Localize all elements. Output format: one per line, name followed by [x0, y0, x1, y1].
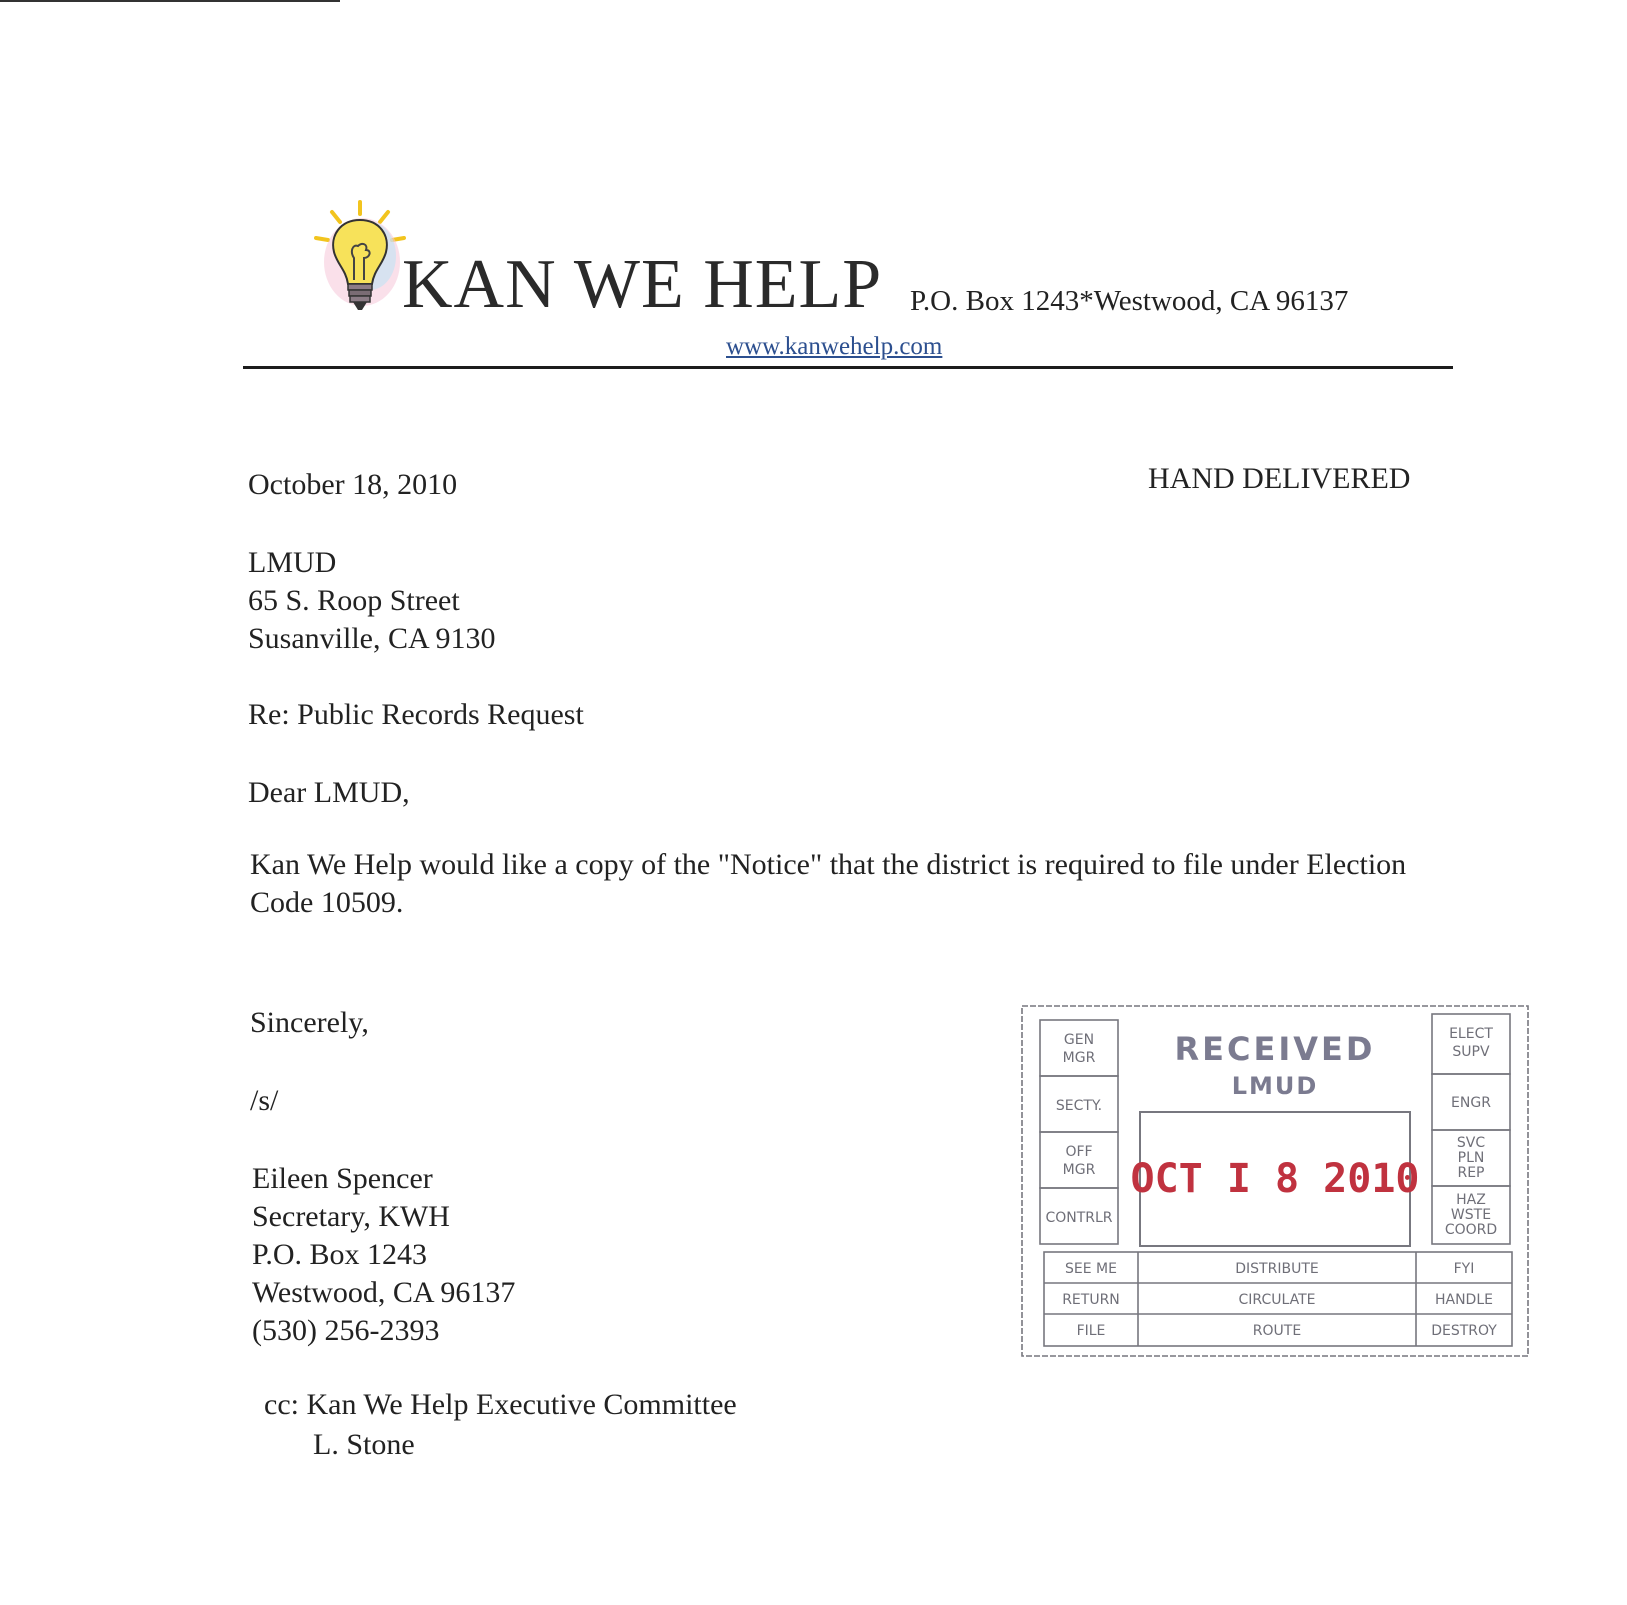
received-stamp [1020, 1002, 1532, 1362]
stamp-date: OCT I 8 2010 [1130, 1156, 1420, 1202]
stamp-org: LMUD [1231, 1072, 1319, 1100]
sender-line: (530) 256-2393 [252, 1314, 440, 1347]
stamp-label: WSTE [1450, 1207, 1492, 1223]
stamp-label: FILE [1076, 1323, 1106, 1339]
closing: Sincerely, [250, 1006, 369, 1039]
stamp-label: ENGR [1451, 1095, 1491, 1111]
salutation: Dear LMUD, [248, 776, 410, 809]
stamp-label: HANDLE [1434, 1292, 1494, 1308]
sender-line: Westwood, CA 96137 [252, 1276, 516, 1309]
letterhead-address: P.O. Box 1243*Westwood, CA 96137 [910, 285, 1349, 317]
recipient-line: Susanville, CA 9130 [248, 622, 496, 655]
stamp-label: DISTRIBUTE [1235, 1261, 1319, 1277]
stamp-label: COORD [1444, 1222, 1498, 1238]
letter-date: October 18, 2010 [248, 468, 458, 501]
stamp-label: ELECT [1449, 1026, 1493, 1042]
stamp-label: PLN [1457, 1150, 1485, 1166]
stamp-label: FYI [1453, 1261, 1475, 1277]
stamp-label: SUPV [1452, 1044, 1490, 1060]
stamp-label: REP [1457, 1165, 1485, 1181]
sender-line: Secretary, KWH [252, 1200, 450, 1233]
stamp-label: SEE ME [1065, 1261, 1117, 1277]
stamp-label: CIRCULATE [1238, 1292, 1316, 1308]
scan-edge [0, 0, 340, 2]
recipient-line: 65 S. Roop Street [248, 584, 460, 617]
stamp-label: DESTROY [1431, 1323, 1497, 1339]
organization-name: KAN WE HELP [402, 246, 883, 323]
sender-block [252, 1160, 515, 1350]
lightbulb-icon [312, 200, 408, 318]
stamp-label: SVC [1456, 1135, 1486, 1151]
subject-line: Re: Public Records Request [248, 698, 584, 731]
stamp-received-title: RECEIVED [1174, 1030, 1376, 1068]
stamp-label: OFF [1065, 1144, 1093, 1160]
website-link[interactable]: www.kanwehelp.com [726, 333, 943, 360]
stamp-label: HAZ [1456, 1192, 1486, 1208]
cc-line: cc: Kan We Help Executive Committee [264, 1388, 737, 1421]
header-rule [243, 366, 1453, 369]
recipient-line: LMUD [248, 546, 337, 579]
stamp-label: RETURN [1062, 1292, 1120, 1308]
stamp-label: CONTRLR [1045, 1210, 1113, 1226]
cc-extra: L. Stone [313, 1428, 415, 1461]
sender-line: P.O. Box 1243 [252, 1238, 428, 1271]
stamp-label: MGR [1062, 1162, 1096, 1178]
stamp-label: SECTY. [1055, 1098, 1103, 1114]
sender-line: Eileen Spencer [252, 1162, 433, 1195]
delivery-method: HAND DELIVERED [1148, 462, 1411, 495]
stamp-label: MGR [1062, 1050, 1096, 1066]
stamp-graphic [1020, 1002, 1532, 1362]
recipient-address [248, 544, 496, 658]
signature: /s/ [250, 1084, 279, 1117]
stamp-label: GEN [1063, 1032, 1095, 1048]
stamp-label: ROUTE [1252, 1323, 1302, 1339]
letter-body: Kan We Help would like a copy of the "Notice" that the district is required to file under Election Code 10509. [250, 848, 1407, 919]
